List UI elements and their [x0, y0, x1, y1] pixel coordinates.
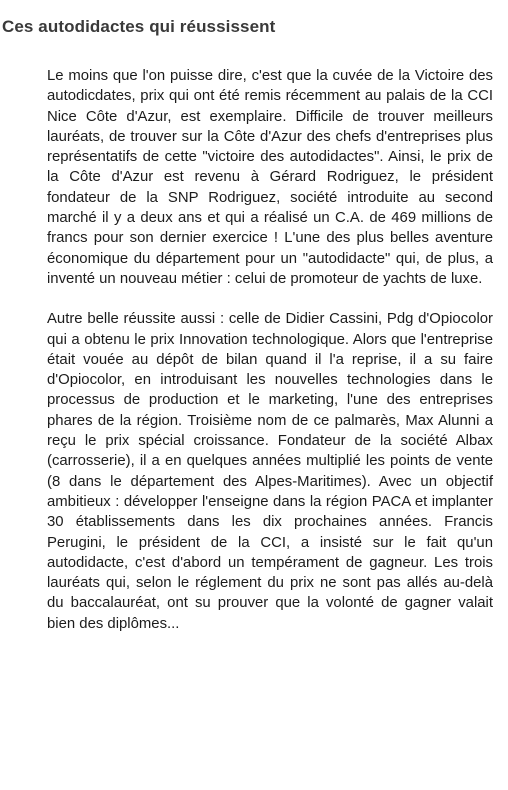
article-body [47, 66, 493, 634]
article-paragraph-1: Le moins que l'on puisse dire, c'est que la cuvée de la Victoire des autodicdates, prix qui ont été remis récemment au palais de la CCI Nice Côte d'Azur, est exemplaire. Difficile de trouver meilleurs lauréats, de trouver sur la Côte d'Azur des chefs d'entreprises plus représentatifs de cette "victoire des autodidactes". Ainsi, le prix de la Côte d'Azur est revenu à Gérard Rodriguez, le président fondateur de la SNP Rodriguez, société introduite au second marché il y a deux ans et qui a réalisé un C.A. de 469 millions de francs pour son dernier exercice ! L'une des plus belles aventure économique du département pour un "autodidacte" qui, de plus, a inventé un nouveau métier : celui de promoteur de yachts de luxe. [47, 68, 493, 287]
article-paragraph-2: Autre belle réussite aussi : celle de Didier Cassini, Pdg d'Opiocolor qui a obtenu le prix Innovation technologique. Alors que l'entreprise était vouée au dépôt de bilan quand il l'a reprise, il a su faire d'Opiocolor, en introduisant les nouvelles technologies dans le processus de production et le marketing, l'une des entreprises phares de la région. Troisième nom de ce palmarès, Max Alunni a reçu le prix spécial croissance. Fondateur de la société Albax (carrosserie), il a en quelques années multiplié les points de vente (8 dans le département des Alpes-Maritimes). Avec un objectif ambitieux : développer l'enseigne dans la région PACA et implanter 30 établissements dans les dix prochaines années. Francis Perugini, le président de la CCI, a insisté sur le fait qu'un autodidacte, c'est d'abord un tempérament de gagneur. Les trois lauréats qui, selon le réglement du prix ne sont pas allés au-delà du baccalauréat, ont su prouver que la volonté de gagner valait bien des diplômes... [47, 311, 493, 632]
page-title: Ces autodidactes qui réussissent [2, 17, 276, 37]
